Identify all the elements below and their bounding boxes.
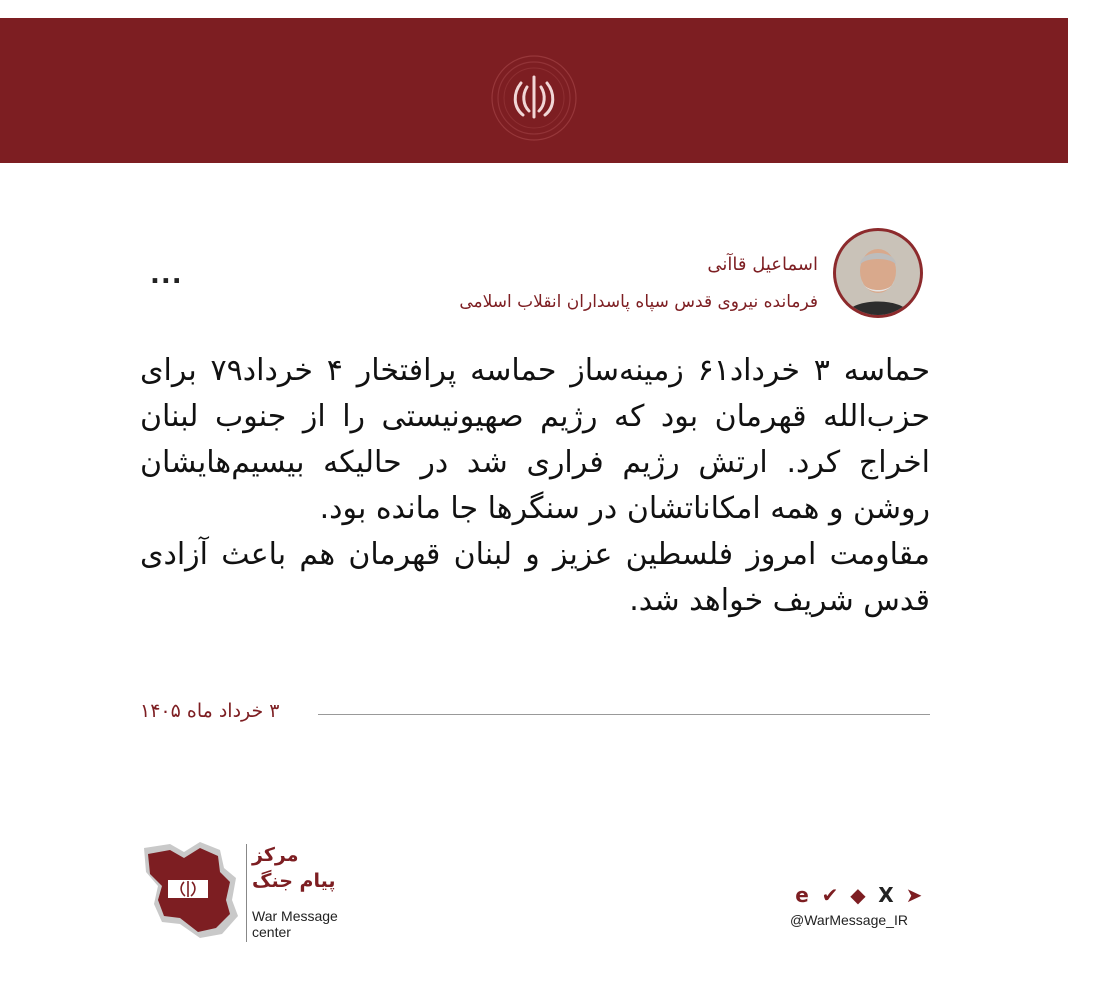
iran-map-icon [140, 838, 240, 943]
post-body [140, 348, 930, 624]
telegram-icon[interactable]: ➤ [905, 883, 923, 907]
social-icons [790, 884, 926, 906]
war-message-center-logo [140, 838, 360, 948]
author-title: فرمانده نیروی قدس سپاه پاسداران انقلاب اسلامی [459, 292, 818, 312]
author-photo [836, 231, 920, 315]
divider [318, 714, 930, 715]
logo-subtitle-en: center [252, 924, 291, 940]
post-date: ۳ خرداد ماه ۱۴۰۵ [140, 700, 280, 722]
social-handle[interactable]: @WarMessage_IR [790, 912, 908, 928]
x-icon[interactable]: X [878, 883, 894, 907]
post-date-row [140, 700, 930, 730]
social-links [790, 884, 930, 934]
rubika-icon[interactable]: ◆ [850, 883, 866, 907]
header-banner [0, 18, 1068, 163]
avatar [833, 228, 923, 318]
iran-emblem-icon [489, 53, 579, 143]
post-paragraph: مقاومت امروز فلسطین عزیز و لبنان قهرمان هم باعث آزادی قدس شریف خواهد شد. [140, 537, 930, 618]
post-paragraph: حماسه ۳ خرداد۶۱ زمینه‌ساز حماسه پرافتخار ۴ خرداد۷۹ برای حزب‌الله قهرمان بود که رژیم صهیونیستی را از جنوب لبنان اخراج کرد. ارتش رژیم فراری شد در حالیکه بیسیم‌هایشان روشن و همه امکاناتشان در سنگرها جا مانده بود. [140, 353, 930, 526]
logo-subtitle-fa: پیام جنگ [252, 870, 336, 892]
logo-title-fa: مرکز [252, 844, 299, 866]
check-icon[interactable]: ✔ [821, 883, 839, 907]
more-options-button[interactable]: ... [150, 260, 183, 290]
author-name: اسماعیل قاآنی [707, 254, 818, 275]
post-card [140, 220, 930, 740]
eitaa-icon[interactable]: e [795, 883, 809, 907]
logo-divider [246, 844, 247, 942]
logo-title-en: War Message [252, 908, 338, 924]
